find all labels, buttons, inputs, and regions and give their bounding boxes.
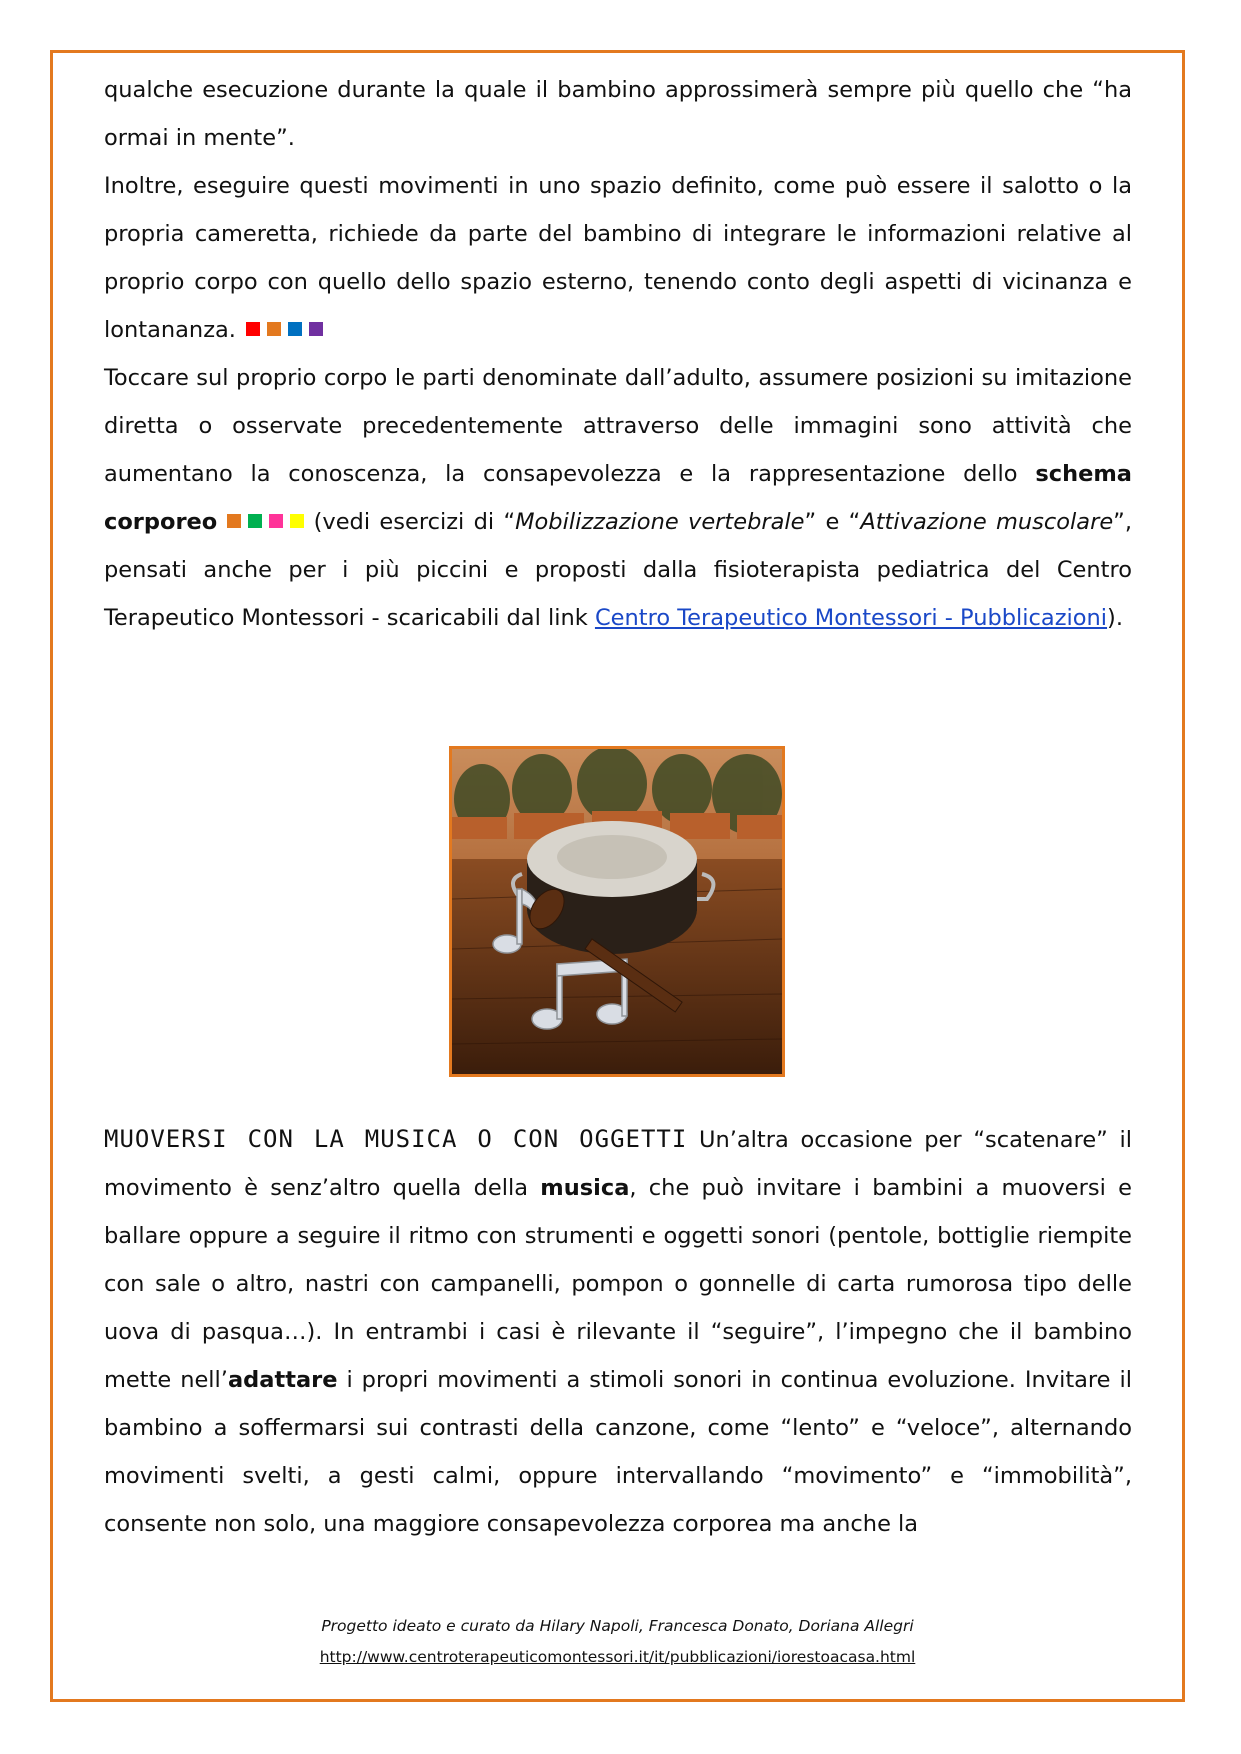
- paragraph-4: [104, 1115, 1132, 1548]
- paragraph-3-text: Toccare sul proprio corpo le parti denominate dall’adulto, assumere posizioni su imitazione diretta o osservate precedentemente attraverso delle immagini sono attività che aumentano la conoscenza, la consapevolezza e la rappresentazione dello: [104, 365, 1132, 487]
- paragraph-4-text: i propri movimenti a stimoli sonori in continua evoluzione. Invitare il bambino a soffermarsi sui contrasti della canzone, come “lento” e “veloce”, alternando movimenti svelti, a gesti calmi, oppure intervallando “movimento” e “immobilità”, consente non solo, una maggiore consapevolezza corporea ma anche la: [104, 1367, 1132, 1537]
- color-square: [269, 514, 283, 528]
- color-square: [246, 322, 260, 336]
- color-squares-group-1: [236, 317, 323, 343]
- paragraph-2-text: Inoltre, eseguire questi movimenti in uno spazio definito, come può essere il salotto o la propria cameretta, richiede da parte del bambino di integrare le informazioni relative al proprio corpo con quello dello spazio esterno, tenendo conto degli aspetti di vicinanza e lontananza.: [104, 173, 1132, 343]
- paragraph-2: [104, 162, 1132, 354]
- publications-link[interactable]: Centro Terapeutico Montessori - Pubblicazioni: [594, 605, 1108, 631]
- bold-term-musica: musica: [540, 1175, 630, 1201]
- color-square: [267, 322, 281, 336]
- music-section: [104, 1115, 1132, 1548]
- paragraph-3-text: (vedi esercizi di “: [304, 509, 516, 535]
- footer-credits: Progetto ideato e curato da Hilary Napoli, Francesca Donato, Doriana Allegri: [321, 1617, 914, 1635]
- photo-illustration: [452, 749, 782, 1074]
- paragraph-3-text: ” e “: [804, 509, 861, 535]
- color-square: [288, 322, 302, 336]
- paragraph-3-text: ”, pensati anche per i più piccini e proposti dalla fisioterapista pediatrica del Centro Terapeutico Montessori - scaricabili dal link: [104, 509, 1132, 631]
- color-square: [290, 514, 304, 528]
- footer-url-link[interactable]: http://www.centroterapeuticomontessori.it/it/pubblicazioni/iorestoacasa.html: [319, 1648, 916, 1666]
- bold-term-adattare: adattare: [227, 1367, 338, 1393]
- bold-term-schema-corporeo: schema corporeo: [104, 461, 1132, 535]
- exercise-name-2: Attivazione muscolare: [860, 509, 1114, 535]
- paragraph-3: [104, 354, 1132, 642]
- paragraph-4-text: Un’altra occasione per “scatenare” il movimento è senz’altro quella della: [104, 1127, 1133, 1201]
- paragraph-3-text: ).: [1107, 605, 1123, 631]
- exercise-name-1: Mobilizzazione vertebrale: [515, 509, 805, 535]
- color-square: [227, 514, 241, 528]
- color-square: [309, 322, 323, 336]
- section-title: MUOVERSI CON LA MUSICA O CON OGGETTI: [104, 1125, 688, 1153]
- paragraph-4-text: , che può invitare i bambini a muoversi e ballare oppure a seguire il ritmo con strumenti e oggetti sonori (pentole, bottiglie riempite con sale o altro, nastri con campanelli, pompon o gonnelle di carta rumorosa tipo delle uova di pasqua…). In entrambi i casi è rilevante il “seguire”, l’impegno che il bambino mette nell’: [104, 1175, 1132, 1393]
- music-pot-photo: [449, 746, 785, 1077]
- footer-url: [50, 1648, 1185, 1666]
- color-square: [248, 514, 262, 528]
- document-body: [104, 66, 1132, 642]
- paragraph-1: qualche esecuzione durante la quale il bambino approssimerà sempre più quello che “ha ormai in mente”.: [104, 77, 1132, 151]
- color-squares-group-2: [217, 509, 304, 535]
